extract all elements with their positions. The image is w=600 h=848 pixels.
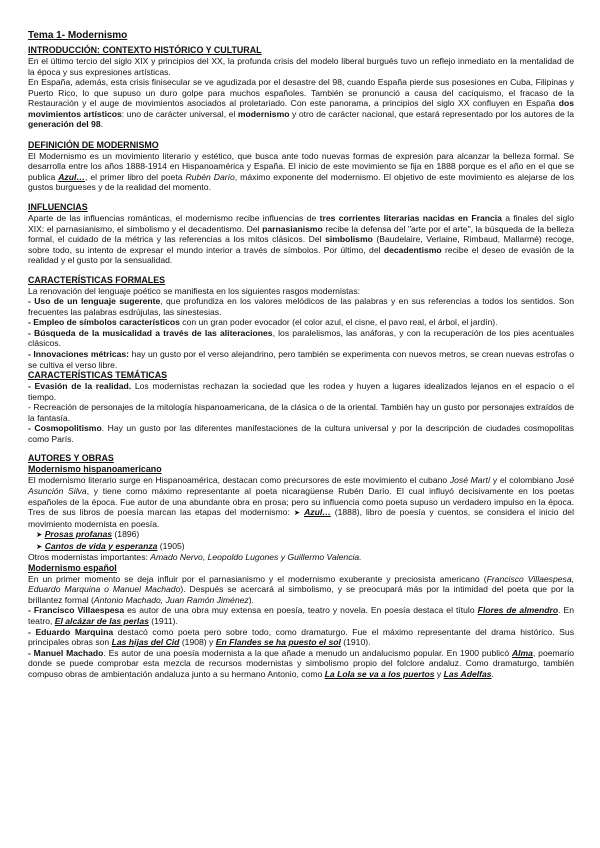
- list-item: ➤ Prosas profanas (1896): [36, 529, 140, 540]
- list-item: ➤ Cantos de vida y esperanza (1905): [36, 540, 185, 551]
- section-definicion: [28, 140, 574, 193]
- list-item: - Manuel Machado. Es autor de una poesía modernista a la que añade a menudo un andalucismo popular. En 1900 publicó Alma, poemario donde se puede comprobar esta mezcla de recursos modernistas y simbolismo propio del folclore andaluz. Como dramaturgo, también compuso obras de ambientación andaluza junto a su hermano Antonio, como La Lola se va a los puertos y Las Adelfas.: [28, 647, 574, 679]
- section-caracteristicas-formales: [28, 275, 574, 370]
- caracteristicas-intro: La renovación del lenguaje poético se manifiesta en los siguientes rasgos modernistas:: [28, 285, 361, 296]
- influencias-paragraph: Aparte de las influencias románticas, el modernismo recibe influencias de tres corrientes literarias nacidas en Francia a finales del siglo XIX: el parnasianismo, el simbolismo y el decadentismo. Del parnasianismo recibe la defensa del "arte por el arte", la búsqueda de la belleza formal, el cuidado de la métrica y las referencias a los mitos clásicos. Del simbolismo (Baudelaire, Verlaine, Rimbaud, Mallarmé) recoge, sobre todo, su intento de expresar el mundo interior a través de símbolos. Por último, del decadentismo recibe el deseo de evasión de la realidad y el gusto por la sensualidad.: [28, 213, 574, 266]
- list-item: - Empleo de símbolos característicos con un gran poder evocador (el color azul, el cisne, el pavo real, el árbol, el jardín).: [28, 317, 498, 328]
- arrow-bullet-icon: ➤: [36, 541, 43, 551]
- heading-modernismo-hispanoamericano: Modernismo hispanoamericano: [28, 464, 162, 475]
- otros-modernistas: Otros modernistas importantes: Amado Nervo, Leopoldo Lugones y Guillermo Valencia.: [28, 552, 362, 563]
- list-item: - Búsqueda de la musicalidad a través de las aliteraciones, los paralelismos, las anáforas, y con la recuperación de los pies acentuales clásicos.: [28, 327, 574, 349]
- heading-caracteristicas-tematicas: CARACTERÍSTICAS TEMÁTICAS: [28, 370, 168, 381]
- section-introduccion: [28, 45, 574, 130]
- list-item: - Evasión de la realidad. Los modernistas rechazan la sociedad que les rodea y huyen a lugares idealizados lejanos en el espacio o el tiempo.: [28, 381, 574, 402]
- list-item: - Uso de un lenguaje sugerente, que profundiza en los valores melódicos de las palabras y en sus referencias a todos los sentidos. Son frecuentes las palabras esdrújulas, las sinestesias.: [28, 296, 574, 317]
- list-item: - Eduardo Marquina destacó como poeta pero sobre todo, como dramaturgo. Fue el máximo representante del drama histórico. Sus principales obras son Las hijas del Cid (1908) y En Flandes se ha puesto el sol (1910).: [28, 626, 574, 648]
- heading-influencias: INFLUENCIAS: [28, 202, 88, 213]
- section-influencias: [28, 202, 574, 266]
- hispano-paragraph: El modernismo literario surge en Hispanoamérica, destacan como precursores de este movimiento el cubano José Martí y el colombiano José Asunción Silva, y tiene como máximo representante al poeta nicaragüense Rubén Darío. El cual influyó decisivamente en los poetas españoles de la época. Fue autor de una abundante obra en prosa; pero su influencia como poeta supuso un verdadero impulso en la época. Tres de sus libros de poesía marcan las etapas del modernismo: ➤ Azul… (1888), libro de poesía y cuentos, se considera el inicio del movimiento modernista en poesía.: [28, 475, 574, 529]
- heading-modernismo-espanol: Modernismo español: [28, 562, 117, 573]
- list-item: - Innovaciones métricas: hay un gusto por el verso alejandrino, pero también se experimenta con nuevos metros, se crean nuevas estrofas o se cultiva el verso libre.: [28, 349, 574, 370]
- intro-paragraph-1: En el último tercio del siglo XIX y principios del XX, la profunda crisis del modelo liberal burgués tuvo un reflejo inmediato en la mentalidad de la época y sus expresiones artísticas.: [28, 56, 574, 77]
- heading-definicion: DEFINICIÓN DE MODERNISMO: [28, 139, 159, 150]
- list-item: - Francisco Villaespesa es autor de una obra muy extensa en poesía, teatro y novela. En poesía destaca el título Flores de almendro. En teatro, El alcázar de las perlas (1911).: [28, 605, 575, 626]
- section-caracteristicas-tematicas: [28, 370, 574, 444]
- list-item: - Cosmopolitismo. Hay un gusto por las diferentes manifestaciones de la cultura universal y por la descripción de ciudades cosmopolitas como París.: [28, 423, 574, 444]
- espanol-paragraph: En un primer momento se deja influir por el parnasianismo y el modernismo exuberante y preciosista americano (Francisco Villaespesa, Eduardo Marquina o Manuel Machado). Después se acercará al simbolismo, y se preocupará más por la intimidad del poeta que por la brillantez formal (Antonio Machado, Juan Ramón Jiménez).: [28, 573, 574, 605]
- list-item: - Recreación de personajes de la mitología hispanoamericana, de la clásica o de la oriental. También hay un gusto por personajes extraídos de la fantasía.: [28, 402, 574, 423]
- definicion-paragraph: El Modernismo es un movimiento literario y estético, que busca ante todo nuevas formas de expresión para alcanzar la belleza formal. Se desarrolla entre los años 1888-1914 en Hispanoamérica y España. El inicio de este movimiento se fija en 1888 porque es el año en el que se publica Azul…, el primer libro del poeta Rubén Darío, máximo exponente del modernismo. El objetivo de este movimiento es alejarse de los gustos burgueses y de la realidad del momento.: [28, 150, 574, 193]
- document-title: Tema 1- Modernismo: [28, 30, 128, 41]
- heading-introduccion: INTRODUCCIÓN: CONTEXTO HISTÓRICO Y CULTURAL: [28, 45, 262, 55]
- heading-autores: AUTORES Y OBRAS: [28, 453, 114, 464]
- arrow-bullet-icon: ➤: [293, 508, 301, 518]
- heading-caracteristicas-formales: CARACTERÍSTICAS FORMALES: [28, 274, 166, 285]
- arrow-bullet-icon: ➤: [36, 530, 43, 540]
- section-autores: [28, 453, 574, 679]
- intro-paragraph-2: En España, además, esta crisis finisecular se ve agudizada por el desastre del 98, cuando España pierde sus posesiones en Cuba, Filipinas y Puerto Rico, lo que supuso un duro golpe para muchos españoles. También se pronunció a causa del caciquismo, el fracaso de la Restauración y el auge de movimientos asociados al proletariado. Con este panorama, a principios del siglo XX confluyen en España dos movimientos artísticos: uno de carácter universal, el modernismo y otro de carácter nacional, que estará representado por los autores de la generación del 98.: [28, 77, 574, 130]
